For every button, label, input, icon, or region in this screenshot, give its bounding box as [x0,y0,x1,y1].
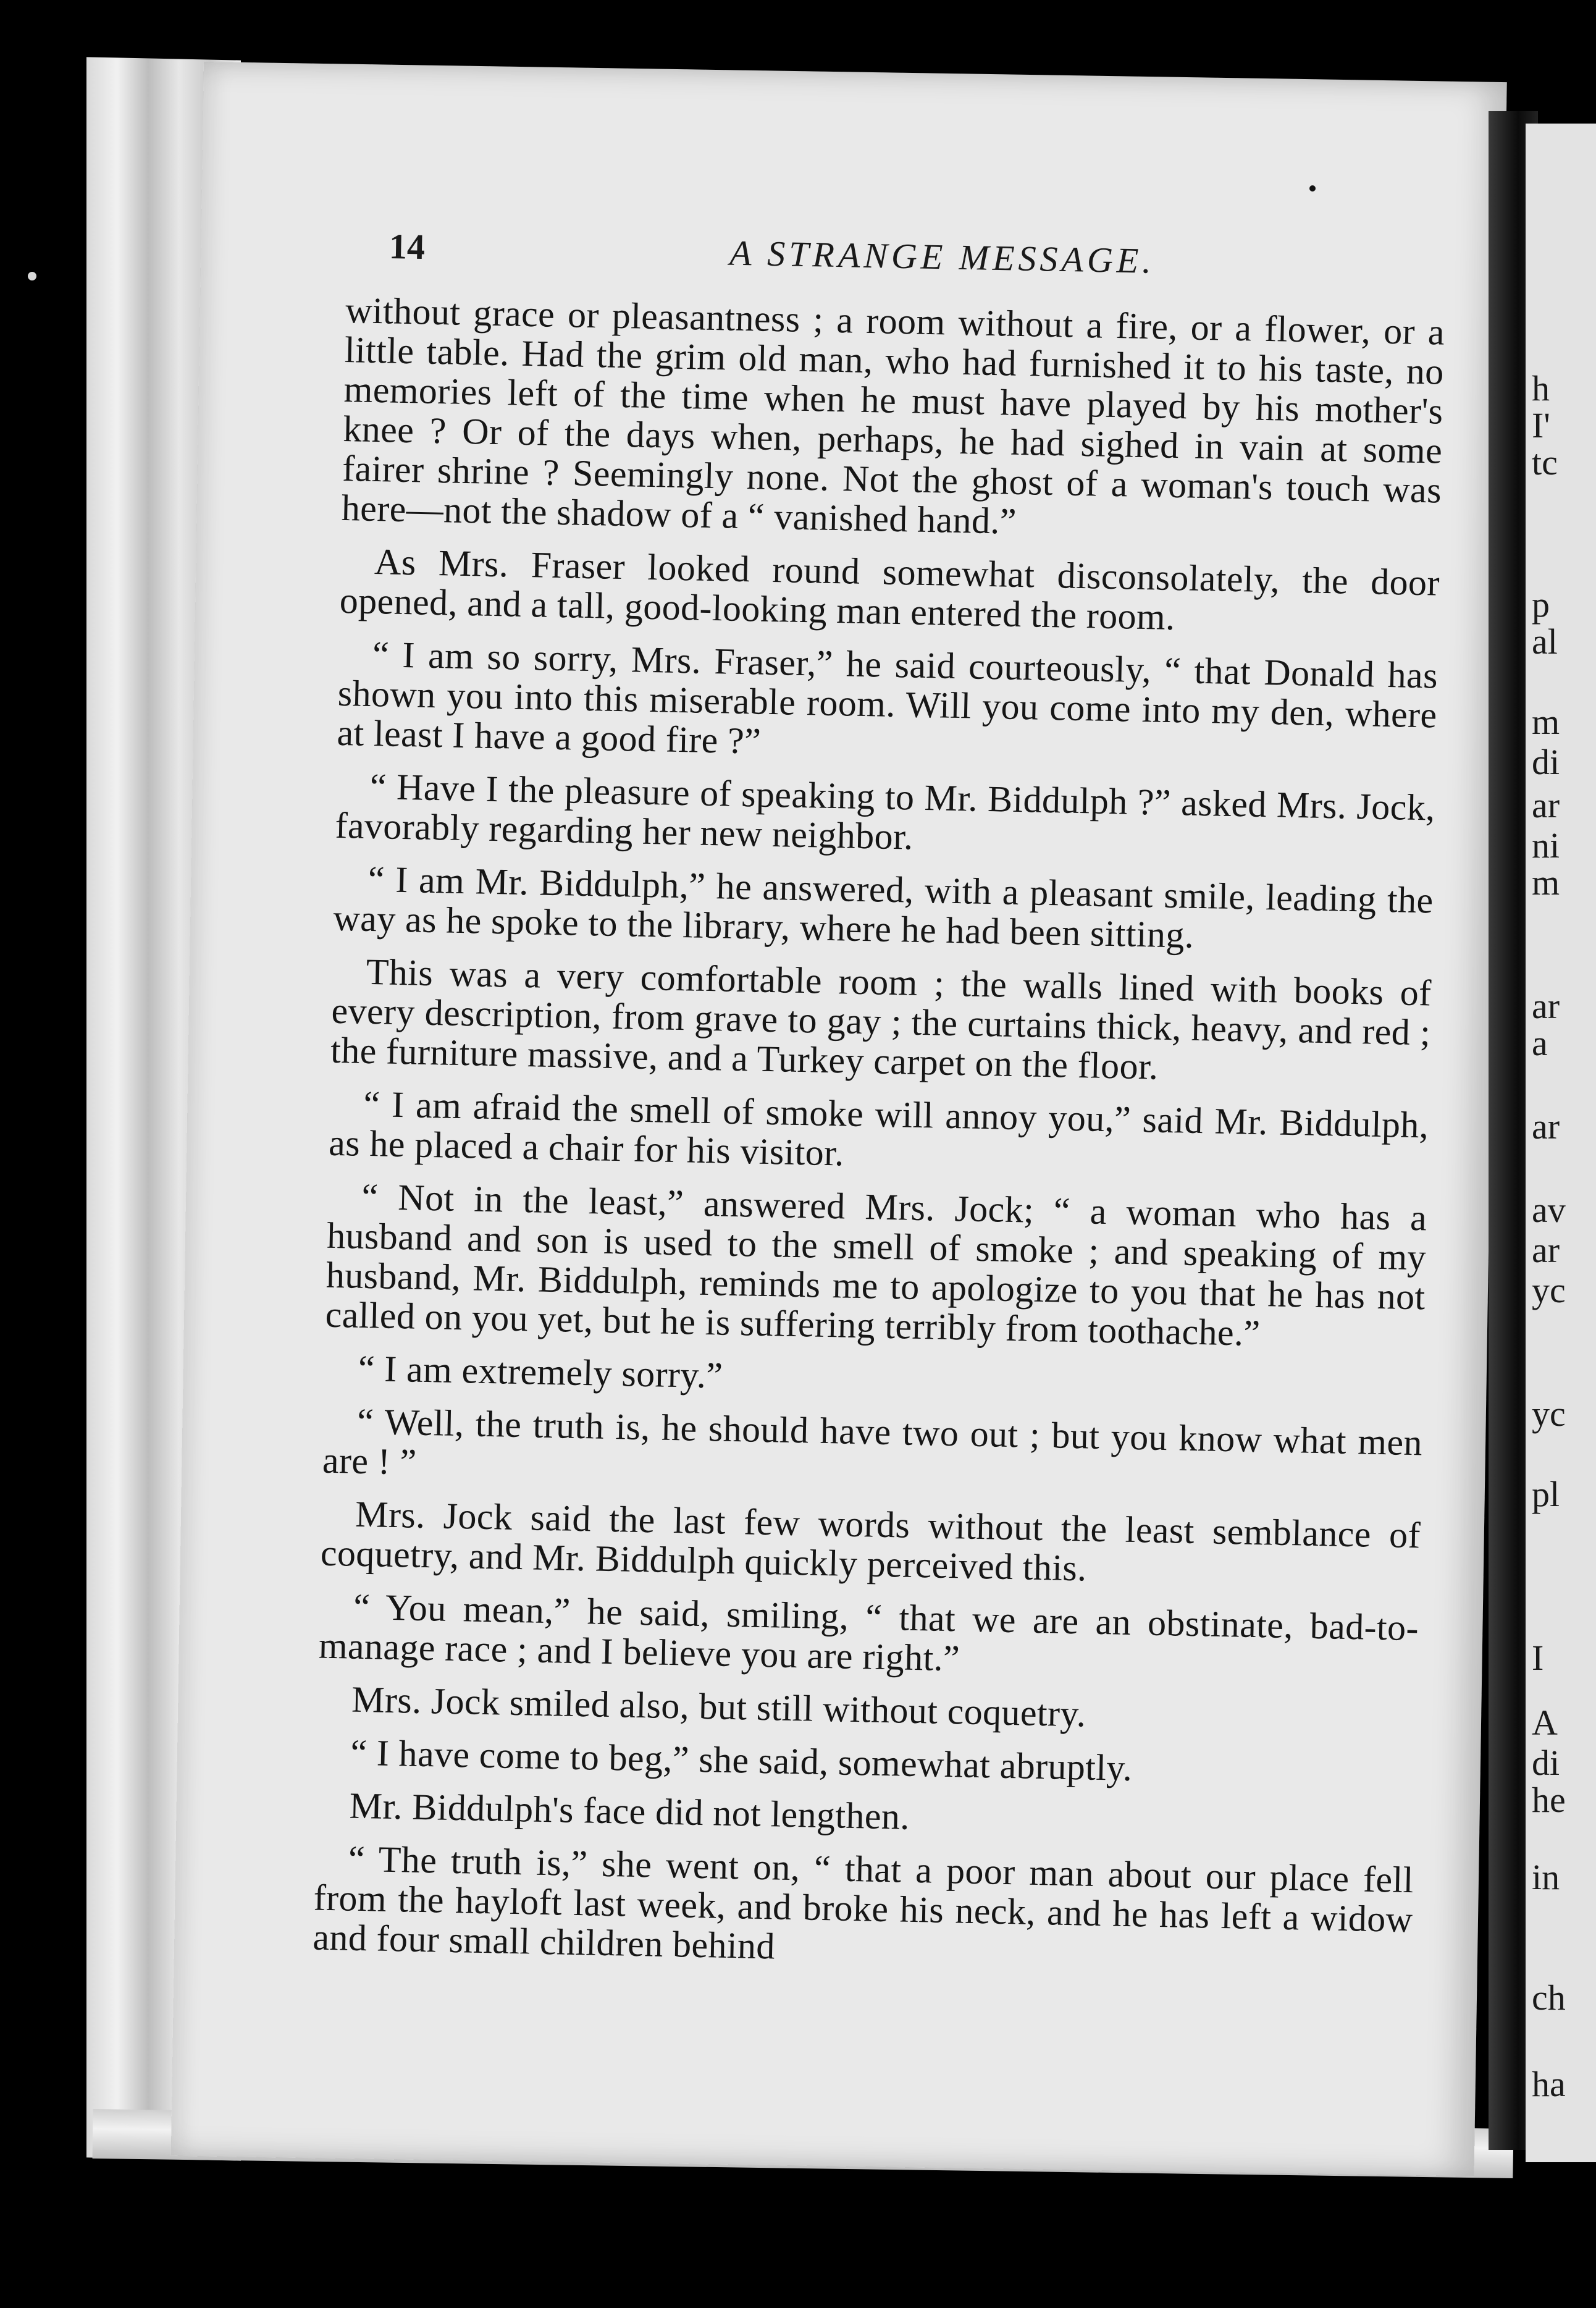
facing-fragment: ar [1532,785,1560,825]
facing-fragment: ch [1532,1977,1566,2018]
paragraph: without grace or pleasantness ; a room without a fire, or a flower, or a little table. Had the grim old man, who had furnished it to his taste, no memories left of the time when he must have played by his mother's knee ? Or of the days when, perhaps, he had sighed in vain at some fairer shrine ? Seemingly none. Not the ghost of a woman's touch was here—not the shadow of a “ vanished hand.” [341,290,1445,542]
facing-fragment: I' [1532,405,1550,445]
facing-fragment: ha [1532,2064,1566,2104]
facing-fragment: di [1532,1743,1560,1783]
facing-fragment: di [1532,742,1560,782]
facing-fragment: yc [1532,1270,1566,1310]
body-text [312,290,1445,1992]
running-title: A STRANGE MESSAGE. [729,232,1156,281]
facing-fragment: ni [1532,825,1560,866]
paragraph: “ I have come to beg,” she said, somewhat abruptly. [350,1732,1133,1789]
facing-fragment: ar [1532,1230,1560,1270]
paragraph: Mrs. Jock said the last few words without the least semblance of coquetry, and Mr. Biddulph quickly perceived this. [320,1493,1421,1589]
paragraph: “ I am extremely sorry.” [358,1347,723,1396]
paragraph: “ Not in the least,” answered Mrs. Jock; “ a woman who has a husband and son is used to the smell of smoke ; and speaking of my husband, Mr. Biddulph, reminds me to apologize to you that he has not called on you yet, but he is suffering terribly from toothache.” [325,1176,1427,1354]
paragraph: “ I am so sorry, Mrs. Fraser,” he said courteously, “ that Donald has shown you into this miserable room. Will you come into my den, where at least I have a good fire ?” [336,633,1438,762]
paragraph: “ I am Mr. Biddulph,” he answered, with a pleasant smile, leading the way as he spoke to the library, where he had been sitting. [332,858,1434,956]
facing-page-fragment [1526,124,1596,2162]
facing-fragment: yc [1532,1394,1566,1434]
facing-fragment: ar [1532,986,1560,1026]
page-number: 14 [388,226,426,267]
paragraph: Mrs. Jock smiled also, but still without coquetry. [351,1678,1087,1735]
paragraph: Mr. Biddulph's face did not lengthen. [349,1785,910,1837]
paragraph: As Mrs. Fraser looked round somewhat disconsolately, the door opened, and a tall, good-looking man entered the room. [339,541,1440,638]
facing-fragment: p [1532,584,1550,625]
facing-fragment: I [1532,1638,1544,1678]
facing-fragment: av [1532,1190,1566,1230]
facing-fragment: A [1532,1703,1558,1743]
dust-speck [28,272,36,280]
facing-fragment: h [1532,368,1550,408]
facing-fragment: tc [1532,442,1558,482]
dust-speck [1309,185,1316,192]
facing-fragment: in [1532,1857,1560,1897]
paragraph: “ You mean,” he said, smiling, “ that we are an obstinate, bad-to-manage race ; and I believe you are right.” [318,1586,1419,1679]
facing-fragment: pl [1532,1474,1560,1514]
paragraph: This was a very comfortable room ; the walls lined with books of every description, from grave to gay ; the curtains thick, heavy, and red ; the furniture massive, and a Turkey carpet on the floor. [330,951,1432,1087]
paragraph: “ I am afraid the smell of smoke will annoy you,” said Mr. Biddulph, as he placed a chair for his visitor. [328,1083,1429,1174]
paragraph: “ Well, the truth is, he should have two out ; but you know what men are ! ” [322,1400,1423,1483]
paragraph: “ The truth is,” she went on, “ that a poor man about our place fell from the hayloft last week, and broke his neck, and he has left a widow and four small children behind [312,1838,1414,1967]
paragraph: “ Have I the pleasure of speaking to Mr. Biddulph ?” asked Mrs. Jock, favorably regarding her new neighbor. [334,765,1436,857]
facing-fragment: a [1532,1023,1548,1063]
facing-fragment: m [1532,702,1560,742]
facing-fragment: ar [1532,1106,1560,1147]
facing-fragment: he [1532,1780,1566,1820]
facing-fragment: m [1532,862,1560,903]
facing-fragment: al [1532,621,1558,662]
